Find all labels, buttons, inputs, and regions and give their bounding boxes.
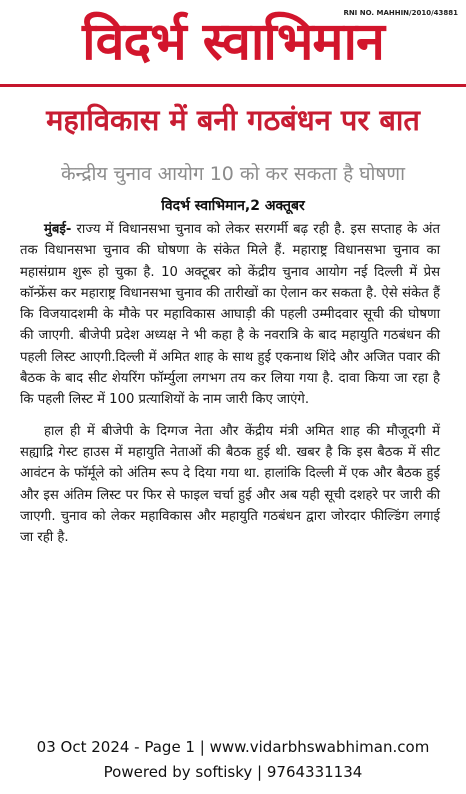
article-location: मुंबई- bbox=[44, 222, 72, 237]
article-headline: महाविकास में बनी गठबंधन पर बात bbox=[46, 103, 420, 137]
article-paragraph-1-text: राज्य में विधानसभा चुनाव को लेकर सरगर्मी बढ़ रही है. इस सप्ताह के अंत तक विधानसभा चुनाव की घोषणा के संकेत मिले हैं. महाराष्ट्र विधानसभा चुनाव का महासंग्राम शुरू हो चुका है. 10 अक्टूबर को केंद्रीय चुनाव आयोग नई दिल्ली में प्रेस कॉन्फ्रेंस कर महाराष्ट्र विधानसभा चुनाव की तारीखों का ऐलान कर सकता है. ऐसे संकेत हैं कि विजयादशमी के मौके पर महाविकास आघाड़ी की पहली उम्मीदवार सूची की घोषणा की जाएगी. बीजेपी प्रदेश अध्यक्ष ने भी कहा है के नवरात्रि के बाद महायुति गठबंधन की पहली लिस्ट आएगी.दिल्ली में अमित शाह के साथ हुई एकनाथ शिंदे और अजित पवार की बैठक के बाद सीट शेयरिंग फॉर्म्युला लगभग तय कर लिया गया है. दावा किया जा रहा है कि पहली लिस्ट में 100 प्रत्याशियों के नाम जारी किए जाएंगे. bbox=[20, 222, 440, 408]
footer-edition-line: 03 Oct 2024 - Page 1 | www.vidarbhswabhiman.com bbox=[36, 738, 430, 756]
article-paragraph-2: हाल ही में बीजेपी के दिग्गज नेता और केंद्रीय मंत्री अमित शाह की मौजूदगी में सह्याद्रि गेस्ट हाउस में महायुति नेताओं की बैठक हुई थी. खबर है कि इस बैठक में सीट आवंटन के फॉर्मूले को अंतिम रूप दे दिया गया था. हालांकि दिल्ली में एक और बैठक हुई और इस अंतिम लिस्ट पर फिर से फाइल चर्चा हुई और अब यही सूची दशहरे पर जारी की जाएगी. चुनाव को लेकर महाविकास और महायुति गठबंधन द्वारा जोरदार फील्डिंग लगाई जा रही है. bbox=[20, 423, 440, 546]
article-body bbox=[20, 219, 440, 548]
newspaper-title: विदर्भ स्वाभिमान bbox=[82, 12, 384, 72]
article-subheadline: केन्द्रीय चुनाव आयोग 10 को कर सकता है घोषणा bbox=[60, 163, 406, 185]
article-paragraph-1 bbox=[20, 219, 440, 411]
page-footer bbox=[0, 735, 466, 785]
footer-credit-line: Powered by softisky | 9764331134 bbox=[103, 763, 363, 781]
rni-number: RNI NO. MAHHIN/2010/43881 bbox=[343, 9, 458, 17]
article-dateline: विदर्भ स्वाभिमान,2 अक्तूबर bbox=[161, 198, 305, 214]
masthead bbox=[0, 0, 466, 87]
